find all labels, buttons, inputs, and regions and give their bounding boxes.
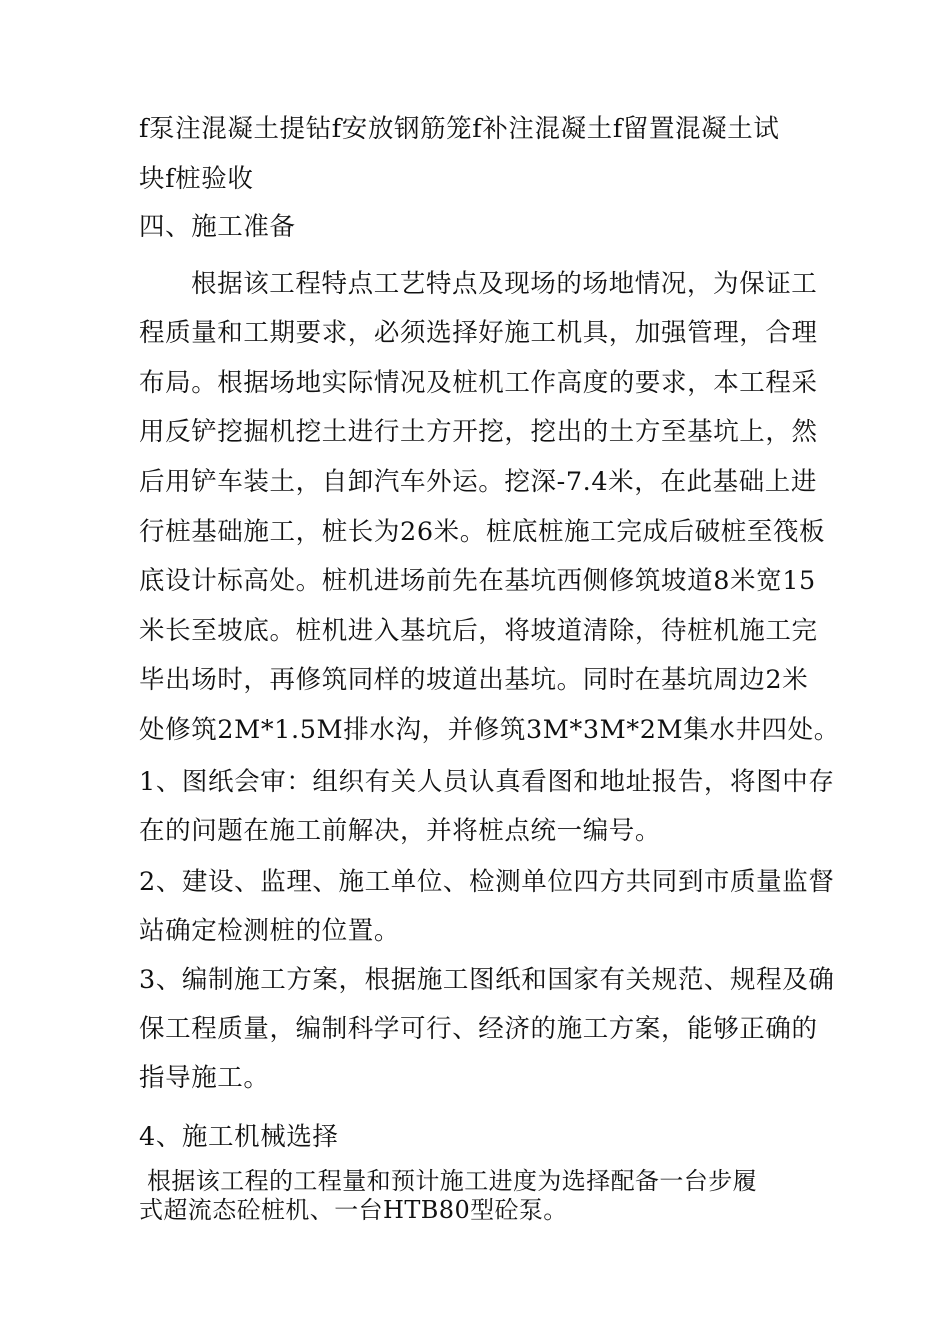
item-3-line-1: 3、编制施工方案，根据施工图纸和国家有关规范、规程及确: [139, 965, 835, 995]
paragraph-line-2: 程质量和工期要求，必须选择好施工机具，加强管理，合理: [139, 318, 818, 348]
paragraph-line-7: 底设计标高处。桩机进场前先在基坑西侧修筑坡道8米宽15: [139, 566, 816, 596]
item-4-line-1: 根据该工程的工程量和预计施工进度为选择配备一台步履: [147, 1167, 757, 1195]
paragraph-line-4: 用反铲挖掘机挖土进行土方开挖，挖出的土方至基坑上，然: [139, 417, 818, 447]
item-4-line-2: 式超流态砼桩机、一台HTB80型砼泵。: [139, 1196, 568, 1224]
item-2-line-2: 站确定检测桩的位置。: [139, 916, 401, 946]
paragraph-line-8: 米长至坡底。桩机进入基坑后，将坡道清除，待桩机施工完: [139, 616, 818, 646]
paragraph-line-9: 毕出场时，再修筑同样的坡道出基坑。同时在基坑周边2米: [139, 665, 809, 695]
item-1-line-1: 1、图纸会审：组织有关人员认真看图和地址报告，将图中存: [139, 767, 835, 797]
intro-line-2: 块f桩验收: [139, 164, 254, 194]
paragraph-line-1: 根据该工程特点工艺特点及现场的场地情况，为保证工: [191, 269, 818, 299]
paragraph-line-3: 布局。根据场地实际情况及桩机工作高度的要求，本工程采: [139, 368, 818, 398]
item-3-line-3: 指导施工。: [139, 1063, 270, 1093]
section-heading: 四、施工准备: [139, 212, 296, 242]
paragraph-line-10: 处修筑2M*1.5M排水沟，并修筑3M*3M*2M集水井四处。: [139, 715, 840, 745]
item-4-heading: 4、施工机械选择: [139, 1122, 339, 1152]
intro-line-1: f泵注混凝土提钻f安放钢筋笼f补注混凝土f留置混凝土试: [139, 114, 780, 144]
item-2-line-1: 2、建设、监理、施工单位、检测单位四方共同到市质量监督: [139, 867, 835, 897]
item-1-line-2: 在的问题在施工前解决，并将桩点统一编号。: [139, 816, 662, 846]
paragraph-line-6: 行桩基础施工，桩长为26米。桩底桩施工完成后破桩至筏板: [139, 517, 826, 547]
item-3-line-2: 保工程质量，编制科学可行、经济的施工方案，能够正确的: [139, 1014, 818, 1044]
paragraph-line-5: 后用铲车装土，自卸汽车外运。挖深-7.4米，在此基础上进: [139, 467, 817, 497]
